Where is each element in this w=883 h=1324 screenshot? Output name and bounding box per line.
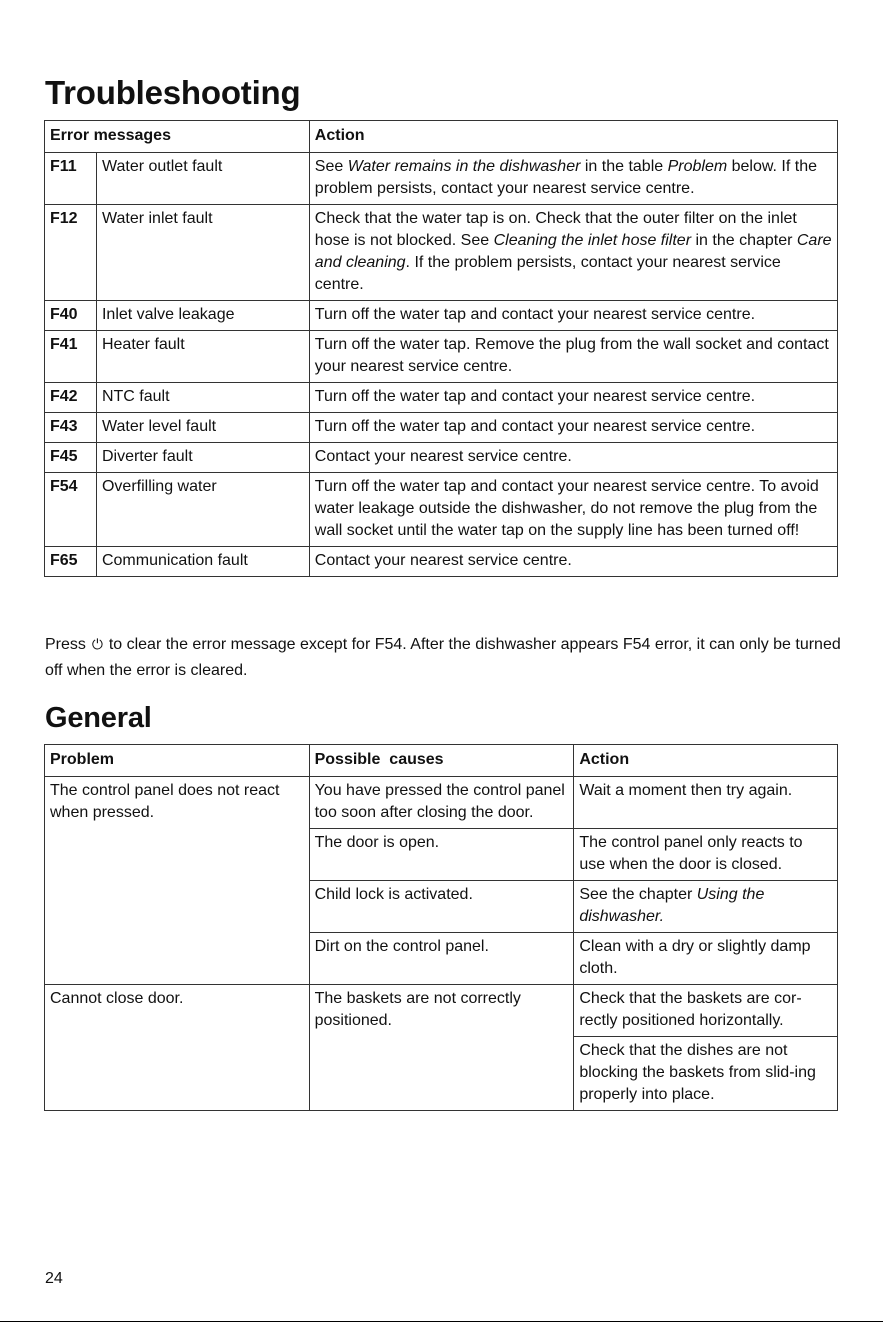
error-action: Turn off the water tap and contact your nearest service centre. (309, 413, 837, 443)
action-cell: Clean with a dry or slightly damp cloth. (574, 933, 838, 985)
problem-cell: The control panel does not react when pressed. (45, 777, 310, 985)
table-header-row (45, 745, 838, 777)
action-cell: Wait a moment then try again. (574, 777, 838, 829)
error-message: Overfilling water (96, 473, 309, 547)
table-row (45, 413, 838, 443)
error-action: Turn off the water tap and contact your nearest service centre. (309, 301, 837, 331)
table-row (45, 777, 838, 829)
error-action: Turn off the water tap. Remove the plug from the wall socket and contact your nearest service centre. (309, 331, 837, 383)
error-action: Contact your nearest service centre. (309, 443, 837, 473)
action-cell: The control panel only reacts to use when the door is closed. (574, 829, 838, 881)
table-row (45, 153, 838, 205)
table-row (45, 443, 838, 473)
error-message: NTC fault (96, 383, 309, 413)
error-message: Water inlet fault (96, 205, 309, 301)
action-cell: Check that the dishes are not blocking the baskets from slid-ing properly into place. (574, 1037, 838, 1111)
cause-cell: You have pressed the control panel too soon after closing the door. (309, 777, 574, 829)
cause-cell: Dirt on the control panel. (309, 933, 574, 985)
section-title-general: General (45, 702, 152, 734)
error-message: Heater fault (96, 331, 309, 383)
table-row (45, 547, 838, 577)
error-message: Inlet valve leakage (96, 301, 309, 331)
error-code: F40 (45, 301, 97, 331)
header-problem: Problem (45, 745, 310, 777)
error-message: Diverter fault (96, 443, 309, 473)
error-code: F65 (45, 547, 97, 577)
error-code: F45 (45, 443, 97, 473)
action-cell: Check that the baskets are cor-rectly positioned horizontally. (574, 985, 838, 1037)
error-action: See Water remains in the dishwasher in the table Problem below. If the problem persists, contact your nearest service centre. (309, 153, 837, 205)
page-number: 24 (45, 1270, 63, 1287)
cause-cell: Child lock is activated. (309, 881, 574, 933)
error-message: Water level fault (96, 413, 309, 443)
header-possible-causes: Possible causes (309, 745, 574, 777)
error-code: F41 (45, 331, 97, 383)
error-code: F43 (45, 413, 97, 443)
page-bottom-rule (0, 1321, 883, 1322)
error-message: Water outlet fault (96, 153, 309, 205)
error-code: F54 (45, 473, 97, 547)
table-row (45, 331, 838, 383)
action-cell: See the chapter Using the dishwasher. (574, 881, 838, 933)
table-row (45, 301, 838, 331)
general-problems-table (44, 744, 838, 1111)
header-action: Action (309, 121, 837, 153)
problem-cell: Cannot close door. (45, 985, 310, 1111)
error-action: Turn off the water tap and contact your nearest service centre. (309, 383, 837, 413)
section-title-troubleshooting: Troubleshooting (45, 74, 301, 111)
error-code: F12 (45, 205, 97, 301)
error-message: Communication fault (96, 547, 309, 577)
table-row (45, 205, 838, 301)
note-text-after: to clear the error message except for F54. After the dishwasher appears F54 error, it can only be turned off when the error is cleared. (45, 636, 841, 679)
cause-cell: The door is open. (309, 829, 574, 881)
error-code: F42 (45, 383, 97, 413)
error-messages-table (44, 120, 838, 577)
table-row (45, 985, 838, 1037)
error-action: Turn off the water tap and contact your nearest service centre. To avoid water leakage outside the dishwasher, do not remove the plug from the wall socket until the water tap on the supply line has been turned off! (309, 473, 837, 547)
note-text-before: Press (45, 636, 86, 653)
error-action: Contact your nearest service centre. (309, 547, 837, 577)
power-icon: ⏻ (91, 636, 103, 652)
error-action: Check that the water tap is on. Check that the outer filter on the inlet hose is not blocked. See Cleaning the inlet hose filter in the chapter Care and cleaning. If the problem persists, contact your nearest service centre. (309, 205, 837, 301)
error-clear-note (45, 631, 845, 684)
header-error-messages: Error messages (45, 121, 310, 153)
header-action: Action (574, 745, 838, 777)
table-header-row (45, 121, 838, 153)
table-row (45, 383, 838, 413)
error-code: F11 (45, 153, 97, 205)
cause-cell: The baskets are not correctly positioned. (309, 985, 574, 1111)
table-row (45, 473, 838, 547)
